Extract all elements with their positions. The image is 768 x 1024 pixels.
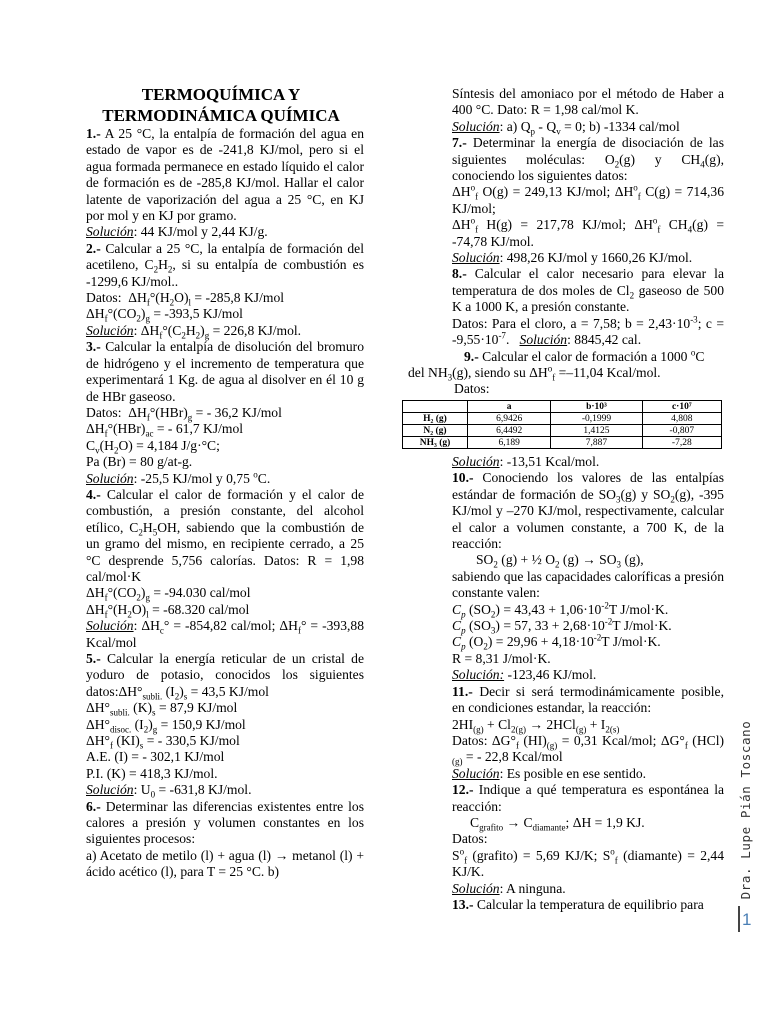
problem-10: 10.- Conociendo los valores de las entalpías estándar de formación de $SO_3(g)$ y $SO_2(g)$, -395 KJ/mol y –270 KJ/mol, respectivamente, calcular el calor a volumen constante, a 700 K, de la reacción:	[452, 470, 724, 552]
problem-12-reaction: $C_{grafito} \to C_{diamante}$; ΔH = 1,9 KJ.	[470, 814, 645, 833]
problem-7: 7.- Determinar la energía de disociación de las siguientes moléculas: $O_2(g)$ y $CH_4(g)$, conociendo los siguientes datos: $\Delta H^o_f$ O(g) = 249,13 KJ/mol; $\Delta H^o_f$ C(g) = 714,36 KJ/mol; $\Delta H^o_f$ H(g) = 217,78 KJ/mol; $\Delta H^o_f$ $CH_4(g) = -74,78$ KJ/mol.	[452, 135, 724, 249]
author-name: Dra. Lupe Pián Toscano	[738, 720, 753, 900]
table-header-cell: b·10³	[551, 401, 642, 413]
solution-6: Solución: a) $Q_p - Q_v = 0$; b) -1334 cal/mol	[452, 118, 680, 137]
title-line-1: TERMOQUÍMICA Y	[141, 85, 301, 104]
title-line-2: TERMODINÁMICA QUÍMICA	[102, 106, 340, 125]
problem-2-data: Datos: $\Delta H_f^\circ(H_2O)_l = -285,8$ KJ/mol $\Delta H_f^\circ(CO_2)_g = -393,5$ KJ/mol	[86, 290, 285, 325]
table-header-row	[403, 401, 722, 413]
solution-7: Solución: 498,26 KJ/mol y 1660,26 KJ/mol.	[452, 250, 693, 266]
table-cell: 4,808	[642, 413, 721, 425]
table-cell: 7,887	[551, 437, 642, 449]
table-header-cell: a	[468, 401, 551, 413]
page-number: 1	[742, 910, 752, 929]
table-row	[403, 413, 722, 425]
table-cell: 6,4492	[468, 425, 551, 437]
problem-10-reaction: $SO_2$ (g) + ½ $O_2$ $(g) \to SO_3$ (g),	[476, 552, 644, 571]
problem-11: 11.- Decir si será termodinámicamente posible, en condiciones estandar, la reacción: $2HI_{(g)} + Cl_{2(g)} \to 2HCl_{(g)} + I_{2(s)}$ Datos: $\Delta G^\circ_f$ $(HI)_{(g)} = 0,31$ Kcal/mol; $\Delta G^\circ_f$ $(HCl)_{(g)}$ = - 22,8 Kcal/mol	[452, 683, 725, 768]
problem-13: 13.- Calcular la temperatura de equilibrio para	[452, 896, 704, 912]
problem-3-data: Datos: $\Delta H_f^\circ(HBr)_g$ = - 36,2 KJ/mol $\Delta H_f^\circ(HBr)_{ac}$ = - 61,7 KJ/mol $C_v(H_2O) = 4,184$ J/g·°C; Pa (Br) = 80 g/at-g.	[86, 404, 282, 470]
solution-12: Solución: A ninguna.	[452, 880, 566, 896]
problem-5: 5.- Calcular la energía reticular de un cristal de yoduro de potasio, conocidos los siguientes $datos:\Delta H^\circ_{subli.}$ $(I_2)_s = 43,5$ KJ/mol $\Delta H^\circ_{subli.}$ $(K)_s = 87,9$ KJ/mol $\Delta H^\circ_{disoc.}$ $(I_2)_g = 150,9$ KJ/mol $\Delta H^\circ_f$ $(KI)_s$ = - 330,5 KJ/mol A.E. (I) = - 302,1 KJ/mol P.I. (K) = 418,3 KJ/mol.	[86, 651, 364, 781]
problem-10-data: sabiendo que las capacidades caloríficas a presión constante valen: $C_p$ $(SO_2) = 43,43 + 1,06\cdot 10^{-2}T$ J/mol·K. $C_p$ $(SO_3) = 57$, $33 + 2,68\cdot 10^{-2}T$ J/mol·K. $C_p$ $(O_2) = 29,96 + 4,18\cdot 10^{-2}T$ J/mol·K. R = 8,31 J/mol·K.	[452, 568, 724, 666]
solution-10: Solución: -123,46 KJ/mol.	[452, 667, 597, 683]
author-sidebar	[738, 712, 764, 912]
problem-1: 1.- A 25 °C, la entalpía de formación del agua en estado de vapor es de -241,8 KJ/mol, pero si el agua formada permanece en estado líquido el calor de formación es de -285,8 KJ/mol. Hallar el calor latente de vaporización del agua a 25 °C, en KJ por mol y en KJ por gramo.	[86, 126, 364, 224]
solution-3: Solución: -25,5 KJ/mol y 0,75 $^o$C.	[86, 469, 271, 486]
solution-2: Solución: $\Delta H_f^\circ(C_2H_2)_g = 226,8$ KJ/mol.	[86, 322, 302, 341]
problem-12: 12.- Indique a qué temperatura es espontánea la reacción:	[452, 782, 724, 814]
right-column	[408, 86, 724, 398]
table-header-cell	[403, 401, 468, 413]
problem-8: 8.- Calcular el calor necesario para elevar la temperatura de dos moles de $Cl_2$ gaseoso de 500 K a 1000 K, a presión constante. Datos: Para el cloro, a = 7,58; $b = 2,43\cdot 10^{-3}$; $c = -9,55\cdot 10^{-7}$. Solución: 8845,42 cal.	[452, 266, 724, 348]
solution-11: Solución: Es posible en ese sentido.	[452, 765, 647, 781]
problem-4: 4.- Calcular el calor de formación y el calor de combustión, a presión constante, del alcohol etílico, $C_2H_5OH$, sabiendo que la combustión de un gramo del mismo, en recipiente cerrado, a 25 °C desprende 5,756 calorías. Datos: R = 1,98 cal/mol·K $\Delta H_f^\circ(CO_2)_g = -94.030$ cal/mol $\Delta H_f^\circ(H_2O)_l = -68.320$ cal/mol	[86, 486, 364, 620]
problem-9-line2: del $NH_3(g)$, siendo su $\Delta H^o_f =-11,04$ Kcal/mol.	[408, 363, 661, 383]
table-header-cell: c·10⁷	[642, 401, 721, 413]
table-row	[403, 425, 722, 437]
solution-4: Solución: $\Delta H_c^\circ = -854,82$ cal/mol; $\Delta H_f^\circ = -393,88$ Kcal/mol	[86, 618, 364, 650]
datos-table	[402, 400, 722, 449]
table-cell: 6,189	[468, 437, 551, 449]
page-title	[86, 84, 356, 126]
right-column-lower	[452, 454, 724, 913]
problem-9: 9.- Calcular el calor de formación a 1000 $^o$C	[464, 346, 705, 364]
table-row	[403, 437, 722, 449]
page-number-divider	[738, 906, 740, 932]
table-cell: H₂ (g)	[403, 413, 468, 425]
problem-6: 6.- Determinar las diferencias existentes entre los calores a presión y volumen constantes en los siguientes procesos: a) Acetato de metilo (l) + agua (l) → metanol (l) + ácido acético (l), para T = 25 °C. b)	[86, 798, 364, 880]
left-column	[86, 126, 364, 881]
solution-1: Solución: 44 KJ/mol y 2,44 KJ/g.	[86, 224, 268, 240]
problem-9-datos: Datos:	[454, 381, 490, 397]
table-cell: N₂ (g)	[403, 425, 468, 437]
problem-6-continued: Síntesis del amoniaco por el método de Haber a 400 °C. Dato: R = 1,98 cal/mol K.	[452, 86, 724, 118]
problem-12-data: Datos: $S^o_f$ (grafito) = 5,69 KJ/K; $S^o_f$ (diamante) = 2,44 KJ/K.	[452, 831, 724, 880]
table-cell: -0,1999	[551, 413, 642, 425]
problem-3: 3.- Calcular la entalpía de disolución del bromuro de hidrógeno y el incremento de temperatura que experimentará 1 Kg. de agua al disolver en él 10 g de HBr gaseoso.	[86, 339, 364, 404]
table-cell: 6,9426	[468, 413, 551, 425]
solution-5: Solución: $U_0 = -631,8$ KJ/mol.	[86, 782, 252, 800]
problem-2: 2.- Calcular a 25 °C, la entalpía de formación del acetileno, $C_2H_2$, si su entalpía de combustión es -1299,6 KJ/mol..	[86, 240, 364, 289]
table-cell: -0,807	[642, 425, 721, 437]
table-cell: NH₃ (g)	[403, 437, 468, 449]
table-cell: 1,4125	[551, 425, 642, 437]
solution-9: Solución: -13,51 Kcal/mol.	[452, 454, 600, 469]
table-cell: -7,28	[642, 437, 721, 449]
